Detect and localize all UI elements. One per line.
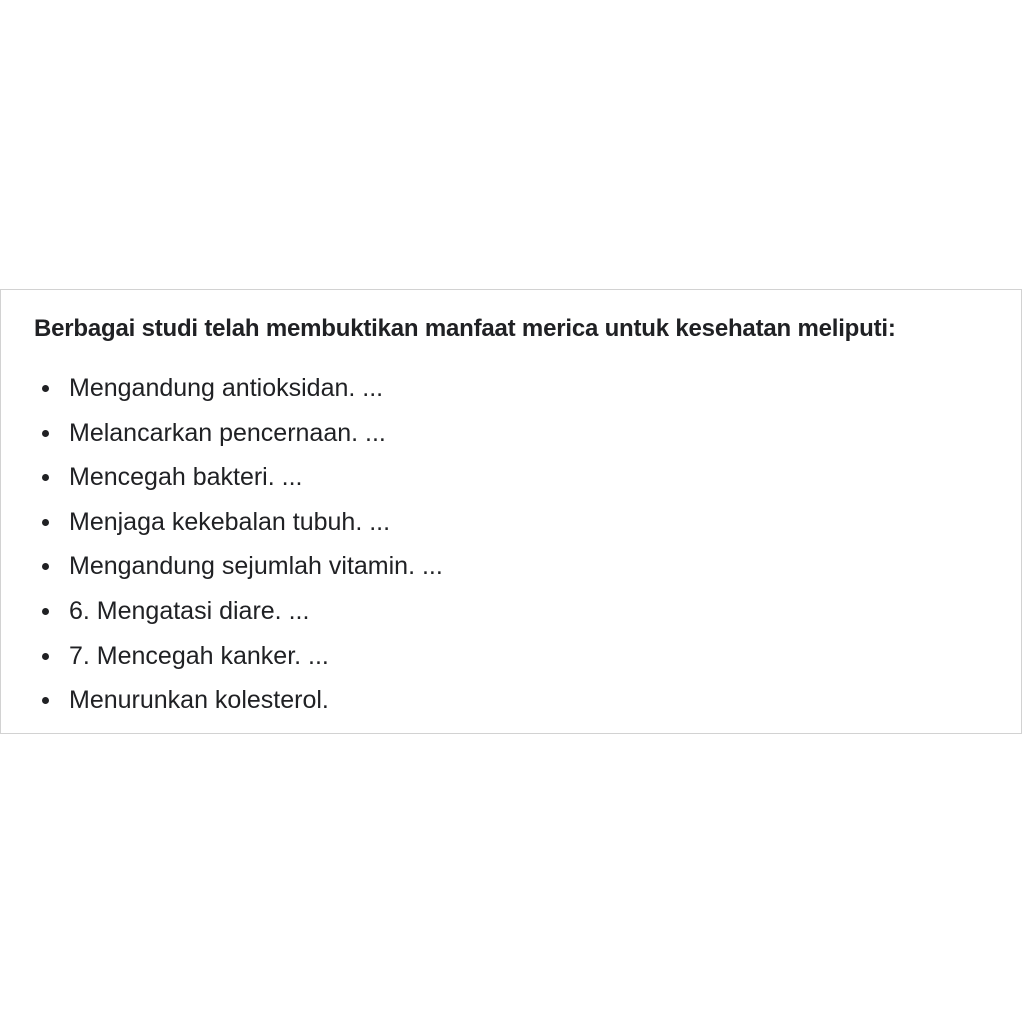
snippet-heading: Berbagai studi telah membuktikan manfaat merica untuk kesehatan meliputi:	[34, 315, 896, 342]
bullet-icon	[42, 385, 49, 392]
list-item-text: Melancarkan pencernaan. ...	[69, 418, 386, 447]
list-item-text: Mengandung antioksidan. ...	[69, 374, 384, 402]
list-item-text: Mencegah bakteri. ...	[69, 463, 303, 492]
bullet-icon	[42, 563, 49, 570]
list-item-text: 6. Mengatasi diare. ...	[69, 596, 310, 625]
list-item-text: Menjaga kekebalan tubuh. ...	[69, 507, 391, 536]
bullet-icon	[42, 519, 49, 526]
list-item-text: Menurunkan kolesterol.	[69, 686, 329, 715]
bullet-icon	[42, 430, 49, 437]
list-item-text: Mengandung sejumlah vitamin. ...	[69, 552, 443, 581]
bullet-icon	[42, 653, 49, 660]
bullet-icon	[42, 474, 49, 481]
bullet-icon	[42, 697, 49, 704]
list-item-text: 7. Mencegah kanker. ...	[69, 641, 329, 670]
bullet-icon	[42, 608, 49, 615]
featured-snippet-box	[0, 289, 1022, 734]
